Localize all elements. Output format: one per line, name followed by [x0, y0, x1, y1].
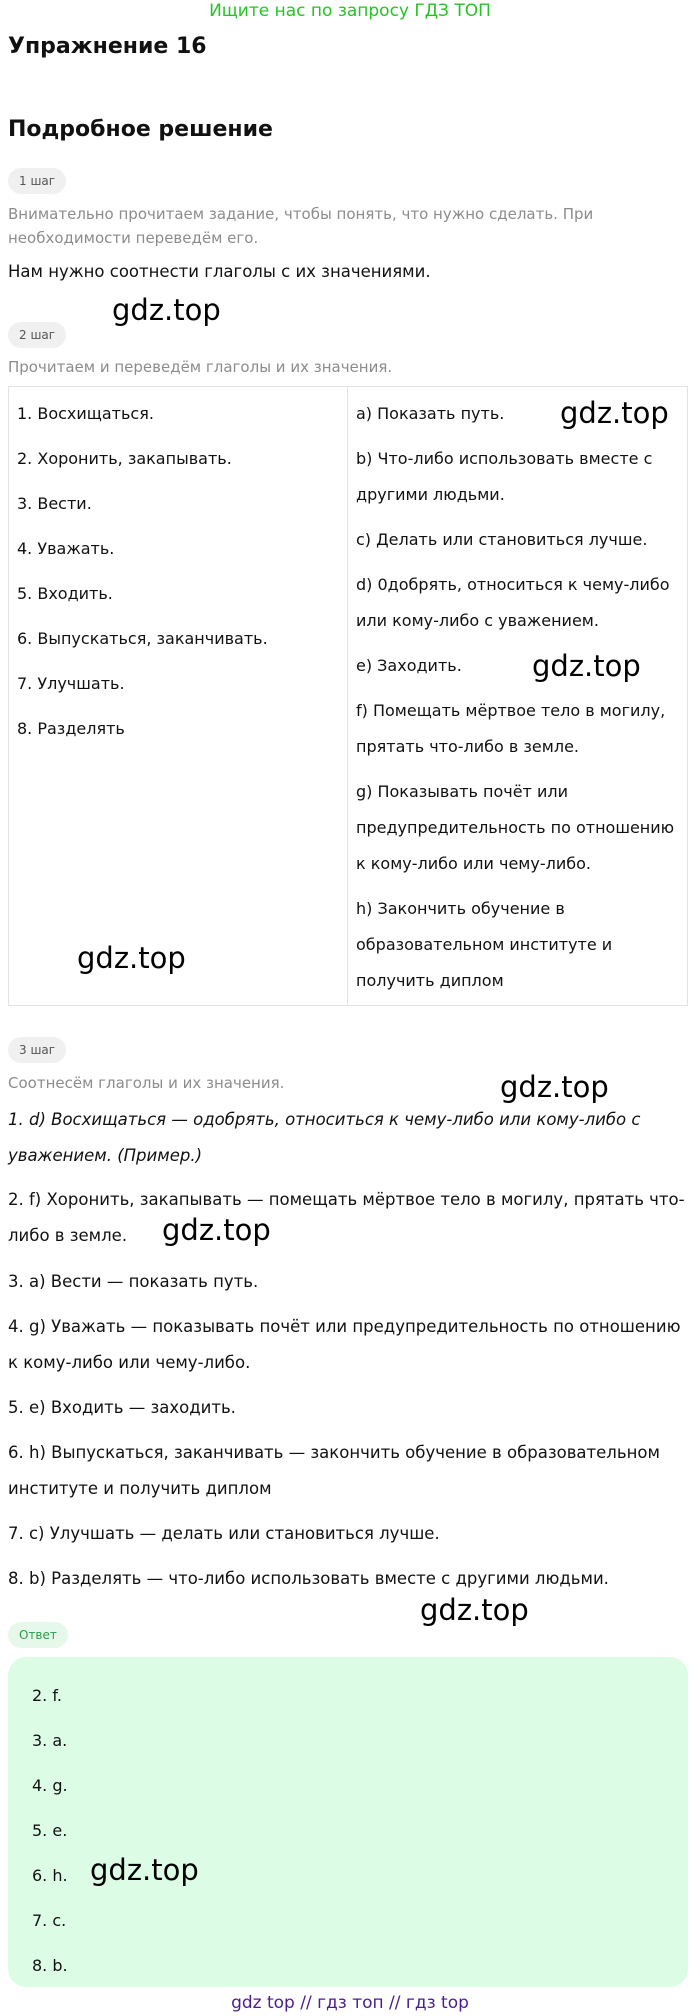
search-banner: Ищите нас по запросу ГДЗ ТОП — [209, 1, 491, 21]
verb-item: 4. Уважать. — [17, 539, 115, 558]
verb-item: 2. Хоронить, закапывать. — [17, 449, 232, 468]
step1-note: Внимательно прочитаем задание, чтобы понять, что нужно сделать. При необходимости переведём его. — [8, 205, 594, 247]
step-badge-3: 3 шаг — [8, 1037, 66, 1063]
match-line: 3. a) Вести — показать путь. — [8, 1272, 259, 1291]
verbs-column — [9, 387, 348, 1005]
verb-item: 1. Восхищаться. — [17, 404, 154, 423]
meaning-item: a) Показать путь. — [356, 404, 505, 423]
answer-item: 7. c. — [32, 1911, 67, 1930]
answer-item: 2. f. — [32, 1686, 62, 1705]
match-line: 6. h) Выпускаться, заканчивать — закончить обучение в образовательном институте и получить диплом — [8, 1443, 660, 1498]
answer-badge: Ответ — [8, 1622, 68, 1648]
meaning-item: c) Делать или становиться лучше. — [356, 530, 648, 549]
answer-item: 5. e. — [32, 1821, 68, 1840]
meanings-column — [348, 387, 687, 1005]
match-line: 1. d) Восхищаться — одобрять, относиться к чему-либо или кому-либо с уважением. (Пример.) — [8, 1110, 641, 1165]
meaning-item: b) Что-либо использовать вместе с другими людьми. — [356, 449, 653, 504]
meaning-item: f) Помещать мёртвое тело в могилу, прятать что-либо в земле. — [356, 701, 666, 756]
match-line: 4. g) Уважать — показывать почёт или предупредительность по отношению к кому-либо или чему-либо. — [8, 1317, 681, 1372]
watermark: gdz.top — [90, 1853, 199, 1887]
match-line: 5. e) Входить — заходить. — [8, 1398, 236, 1417]
meaning-item: e) Заходить. — [356, 656, 462, 675]
answer-item: 3. a. — [32, 1731, 68, 1750]
watermark: gdz.top — [560, 396, 669, 430]
watermark: gdz.top — [77, 941, 186, 975]
page-title: Упражнение 16 — [8, 34, 207, 59]
match-line: 2. f) Хоронить, закапывать — помещать мёртвое тело в могилу, прятать что-либо в земле. — [8, 1190, 685, 1245]
watermark: gdz.top — [112, 293, 221, 327]
verb-item: 7. Улучшать. — [17, 674, 125, 693]
step3-note: Соотнесём глаголы и их значения. — [8, 1074, 285, 1092]
meaning-item: d) 0добрять, относиться к чему-либо или кому-либо с уважением. — [356, 575, 670, 630]
verbs-table — [8, 386, 688, 1006]
verb-item: 6. Выпускаться, заканчивать. — [17, 629, 268, 648]
watermark: gdz.top — [162, 1213, 271, 1247]
verb-item: 8. Разделять — [17, 719, 125, 738]
match-line: 7. c) Улучшать — делать или становиться лучше. — [8, 1524, 440, 1543]
watermark: gdz.top — [500, 1070, 609, 1104]
watermark: gdz.top — [420, 1593, 529, 1627]
match-line: 8. b) Разделять — что-либо использовать вместе с другими людьми. — [8, 1569, 609, 1588]
meaning-item: h) Закончить обучение в образовательном институте и получить диплом — [356, 899, 613, 990]
answer-box — [8, 1657, 688, 1987]
verb-item: 5. Входить. — [17, 584, 113, 603]
step2-note: Прочитаем и переведём глаголы и их значения. — [8, 358, 393, 376]
solution-heading: Подробное решение — [8, 117, 273, 142]
step-badge-2: 2 шаг — [8, 322, 66, 348]
answer-item: 8. b. — [32, 1956, 68, 1975]
step1-text: Нам нужно соотнести глаголы с их значениями. — [8, 262, 431, 281]
meaning-item: g) Показывать почёт или предупредительность по отношению к кому-либо или чему-либо. — [356, 782, 675, 873]
step-badge-1: 1 шаг — [8, 168, 66, 194]
verb-item: 3. Вести. — [17, 494, 92, 513]
answer-item: 6. h. — [32, 1866, 68, 1885]
footer-links: gdz top // гдз топ // гдз top — [231, 1993, 469, 2013]
watermark: gdz.top — [532, 649, 641, 683]
answer-item: 4. g. — [32, 1776, 68, 1795]
